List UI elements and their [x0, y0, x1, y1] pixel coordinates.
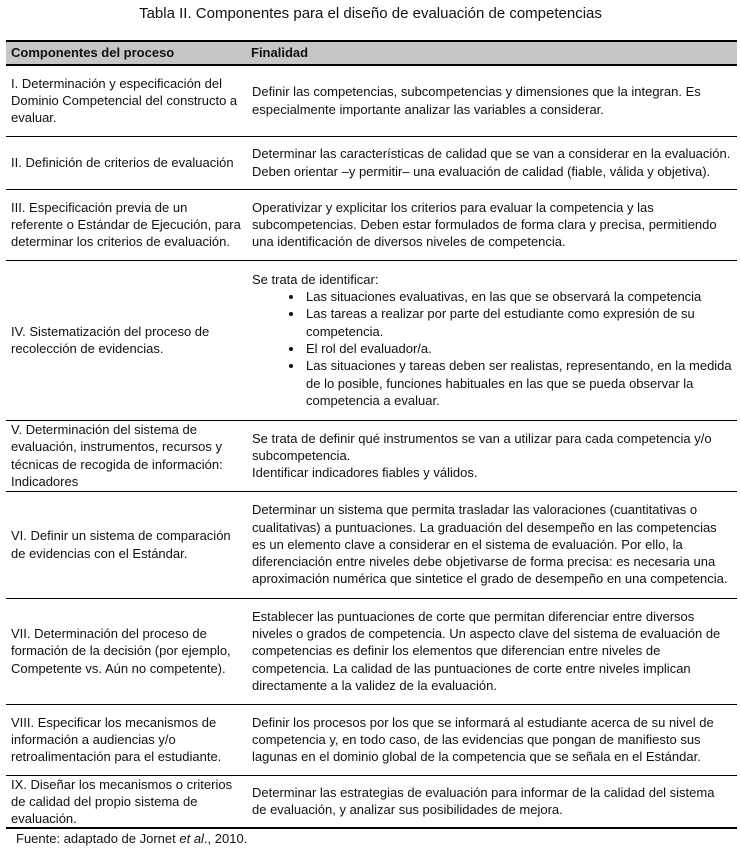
bullet-list	[252, 288, 732, 409]
component-cell: VII. Determinación del proceso de formación de la decisión (por ejemplo, Competente vs. Aún no competente).	[6, 598, 246, 704]
competencies-table	[6, 40, 737, 829]
component-cell: IV. Sistematización del proceso de recolección de evidencias.	[6, 260, 246, 420]
purpose-intro: Se trata de identificar:	[252, 271, 379, 287]
table-row	[6, 189, 737, 260]
component-cell: II. Definición de criterios de evaluación	[6, 136, 246, 189]
purpose-cell: Definir los procesos por los que se informará al estudiante acerca de su nivel de competencia y, en todo caso, de las evidencias que pongan de manifiesto sus lagunas en el dominio global de la competencia que se señala en el Estándar.	[246, 704, 737, 775]
purpose-cell: Determinar las estrategias de evaluación para informar de la calidad del sistema de evaluación, y analizar sus posibilidades de mejora.	[246, 775, 737, 828]
table-header-row	[6, 41, 737, 65]
table-row	[6, 704, 737, 775]
list-item: • Las tareas a realizar por parte del estudiante como expresión de su competencia.	[304, 305, 732, 340]
table-caption: Tabla II. Componentes para el diseño de evaluación de competencias	[139, 5, 602, 22]
purpose-cell: Determinar las características de calidad que se van a considerar en la evaluación. Deben orientar –y permitir– una evaluación de calidad (fiable, válida y objetiva).	[246, 136, 737, 189]
component-cell: V. Determinación del sistema de evaluación, instrumentos, recursos y técnicas de recogida de información: Indicadores	[6, 420, 246, 491]
component-cell: VIII. Especificar los mecanismos de información a audiencias y/o retroalimentación para el estudiante.	[6, 704, 246, 775]
header-components: Componentes del proceso	[6, 41, 246, 65]
purpose-cell	[246, 260, 737, 420]
list-item: • Las situaciones evaluativas, en las que se observará la competencia	[304, 288, 732, 305]
purpose-cell: Establecer las puntuaciones de corte que permitan diferenciar entre diversos niveles o grados de competencia. Un aspecto clave del sistema de evaluación de competencias es definir los elementos que diferencian entre niveles de competencia. La calidad de las puntuaciones de corte entre niveles implican directamente a la validez de la evaluación.	[246, 598, 737, 704]
source-italic: et al	[179, 831, 204, 846]
purpose-text: Se trata de definir qué instrumentos se van a utilizar para cada competencia y/o subcompetencia.	[252, 430, 712, 463]
header-purpose: Finalidad	[246, 41, 737, 65]
purpose-cell: Determinar un sistema que permita trasladar las valoraciones (cuantitativas o cualitativas) a puntuaciones. La graduación del desempeño en las competencias es un elemento clave a considerar en el sistema de evaluación. Por ello, la diferenciación entre niveles debe objetivarse de forma precisa: es necesaria una aproximación numérica que sintetice el grado de desempeño en una competencia.	[246, 491, 737, 598]
component-cell: VI. Definir un sistema de comparación de evidencias con el Estándar.	[6, 491, 246, 598]
component-cell: III. Especificación previa de un referente o Estándar de Ejecución, para determinar los criterios de evaluación.	[6, 189, 246, 260]
list-item: • El rol del evaluador/a.	[304, 340, 732, 357]
purpose-extra: Identificar indicadores fiables y válidos.	[252, 465, 478, 481]
purpose-cell: Operativizar y explicitar los criterios para evaluar la competencia y las subcompetencias. Deben estar formulados de forma clara y precisa, permitiendo una identificación de diversos niveles de competencia.	[246, 189, 737, 260]
table-row	[6, 65, 737, 136]
table-row	[6, 775, 737, 828]
table-row	[6, 598, 737, 704]
table-row	[6, 260, 737, 420]
list-item: • Las situaciones y tareas deben ser realistas, representando, en la medida de lo posible, funciones habituales en las que se pueda observar la competencia a evaluar.	[304, 357, 732, 409]
component-cell: I. Determinación y especificación del Dominio Competencial del constructo a evaluar.	[6, 65, 246, 136]
purpose-cell	[246, 420, 737, 491]
source-prefix: Fuente: adaptado de Jornet	[16, 831, 180, 846]
source-note	[16, 830, 247, 847]
source-suffix: ., 2010.	[203, 831, 248, 846]
purpose-cell: Definir las competencias, subcompetencias y dimensiones que la integran. Es especialmente importante analizar las variables a considerar.	[246, 65, 737, 136]
table-row	[6, 136, 737, 189]
table-row	[6, 491, 737, 598]
table-row	[6, 420, 737, 491]
component-cell: IX. Diseñar los mecanismos o criterios de calidad del propio sistema de evaluación.	[6, 775, 246, 828]
